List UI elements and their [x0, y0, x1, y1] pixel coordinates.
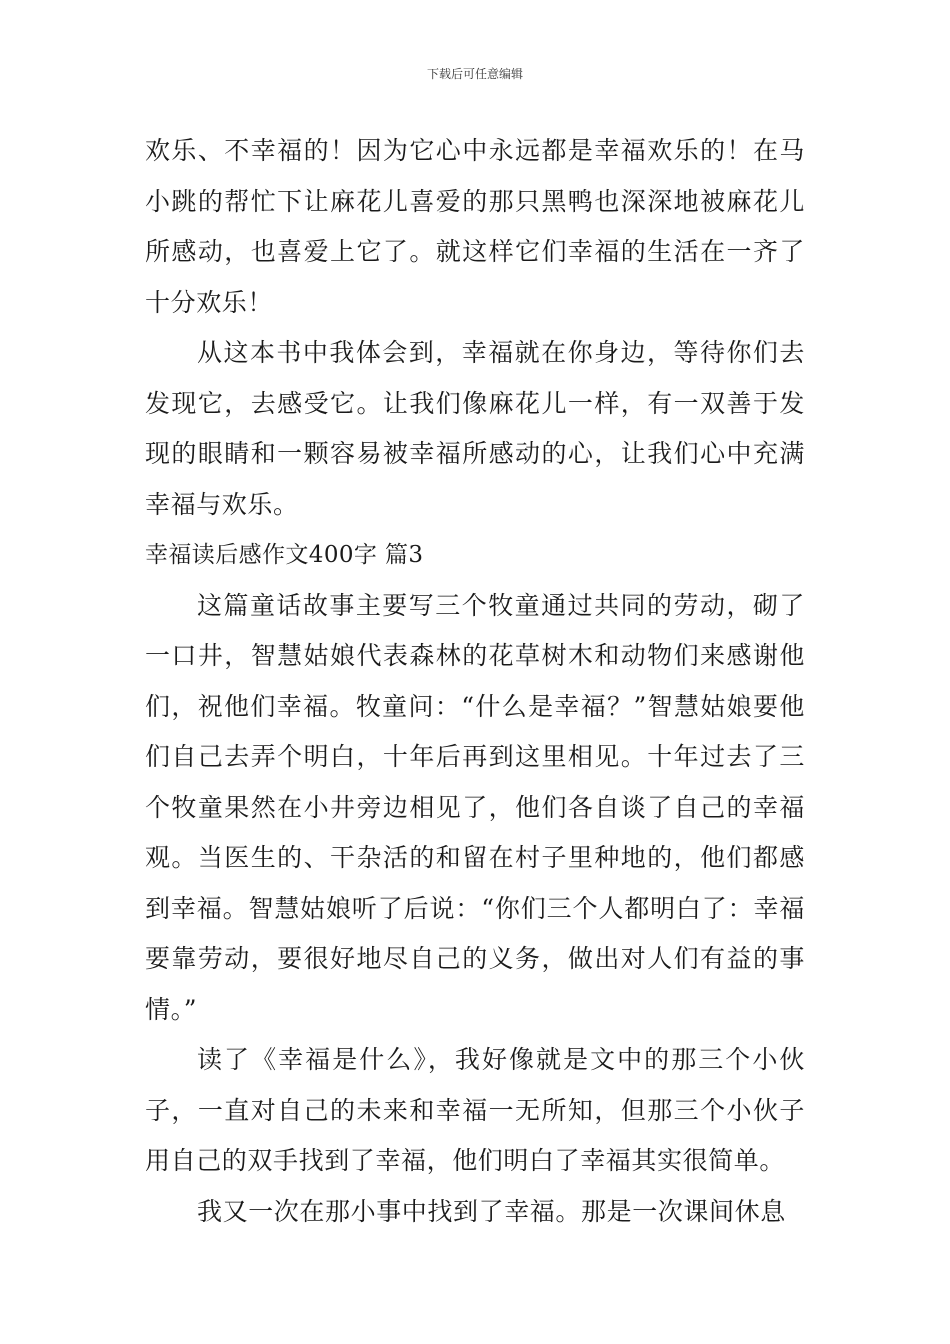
- paragraph-after-reading: 读了《幸福是什么》，我好像就是文中的那三个小伙子，一直对自己的未来和幸福一无所知，但那三个小伙子用自己的双手找到了幸福，他们明白了幸福其实很简单。: [145, 1045, 805, 1175]
- paragraph-continued: 欢乐、不幸福的！因为它心中永远都是幸福欢乐的！在马小跳的帮忙下让麻花儿喜爱的那只黑鸭也深深地被麻花儿所感动，也喜爱上它了。就这样它们幸福的生活在一齐了十分欢乐！: [145, 136, 805, 317]
- paragraph-personal-story: 我又一次在那小事中找到了幸福。那是一次课间休息: [197, 1196, 786, 1226]
- paragraph-story-summary: 这篇童话故事主要写三个牧童通过共同的劳动，砌了一口井，智慧姑娘代表森林的花草树木和动物们来感谢他们，祝他们幸福。牧童问：“什么是幸福？”智慧姑娘要他们自己去弄个明白，十年后再到这里相见。十年过去了三个牧童果然在小井旁边相见了，他们各自谈了自己的幸福观。当医生的、干杂活的和留在村子里种地的，他们都感到幸福。智慧姑娘听了后说：“你们三个人都明白了：幸福要靠劳动，要很好地尽自己的义务，做出对人们有益的事情。”: [145, 590, 805, 1024]
- paragraph-reflection: 从这本书中我体会到，幸福就在你身边，等待你们去发现它，去感受它。让我们像麻花儿一样，有一双善于发现的眼睛和一颗容易被幸福所感动的心，让我们心中充满幸福与欢乐。: [145, 338, 805, 519]
- section-title: 幸福读后感作文400字 篇3: [145, 542, 424, 568]
- document-body: [145, 126, 805, 1237]
- page-header-note: 下载后可任意编辑: [426, 67, 523, 81]
